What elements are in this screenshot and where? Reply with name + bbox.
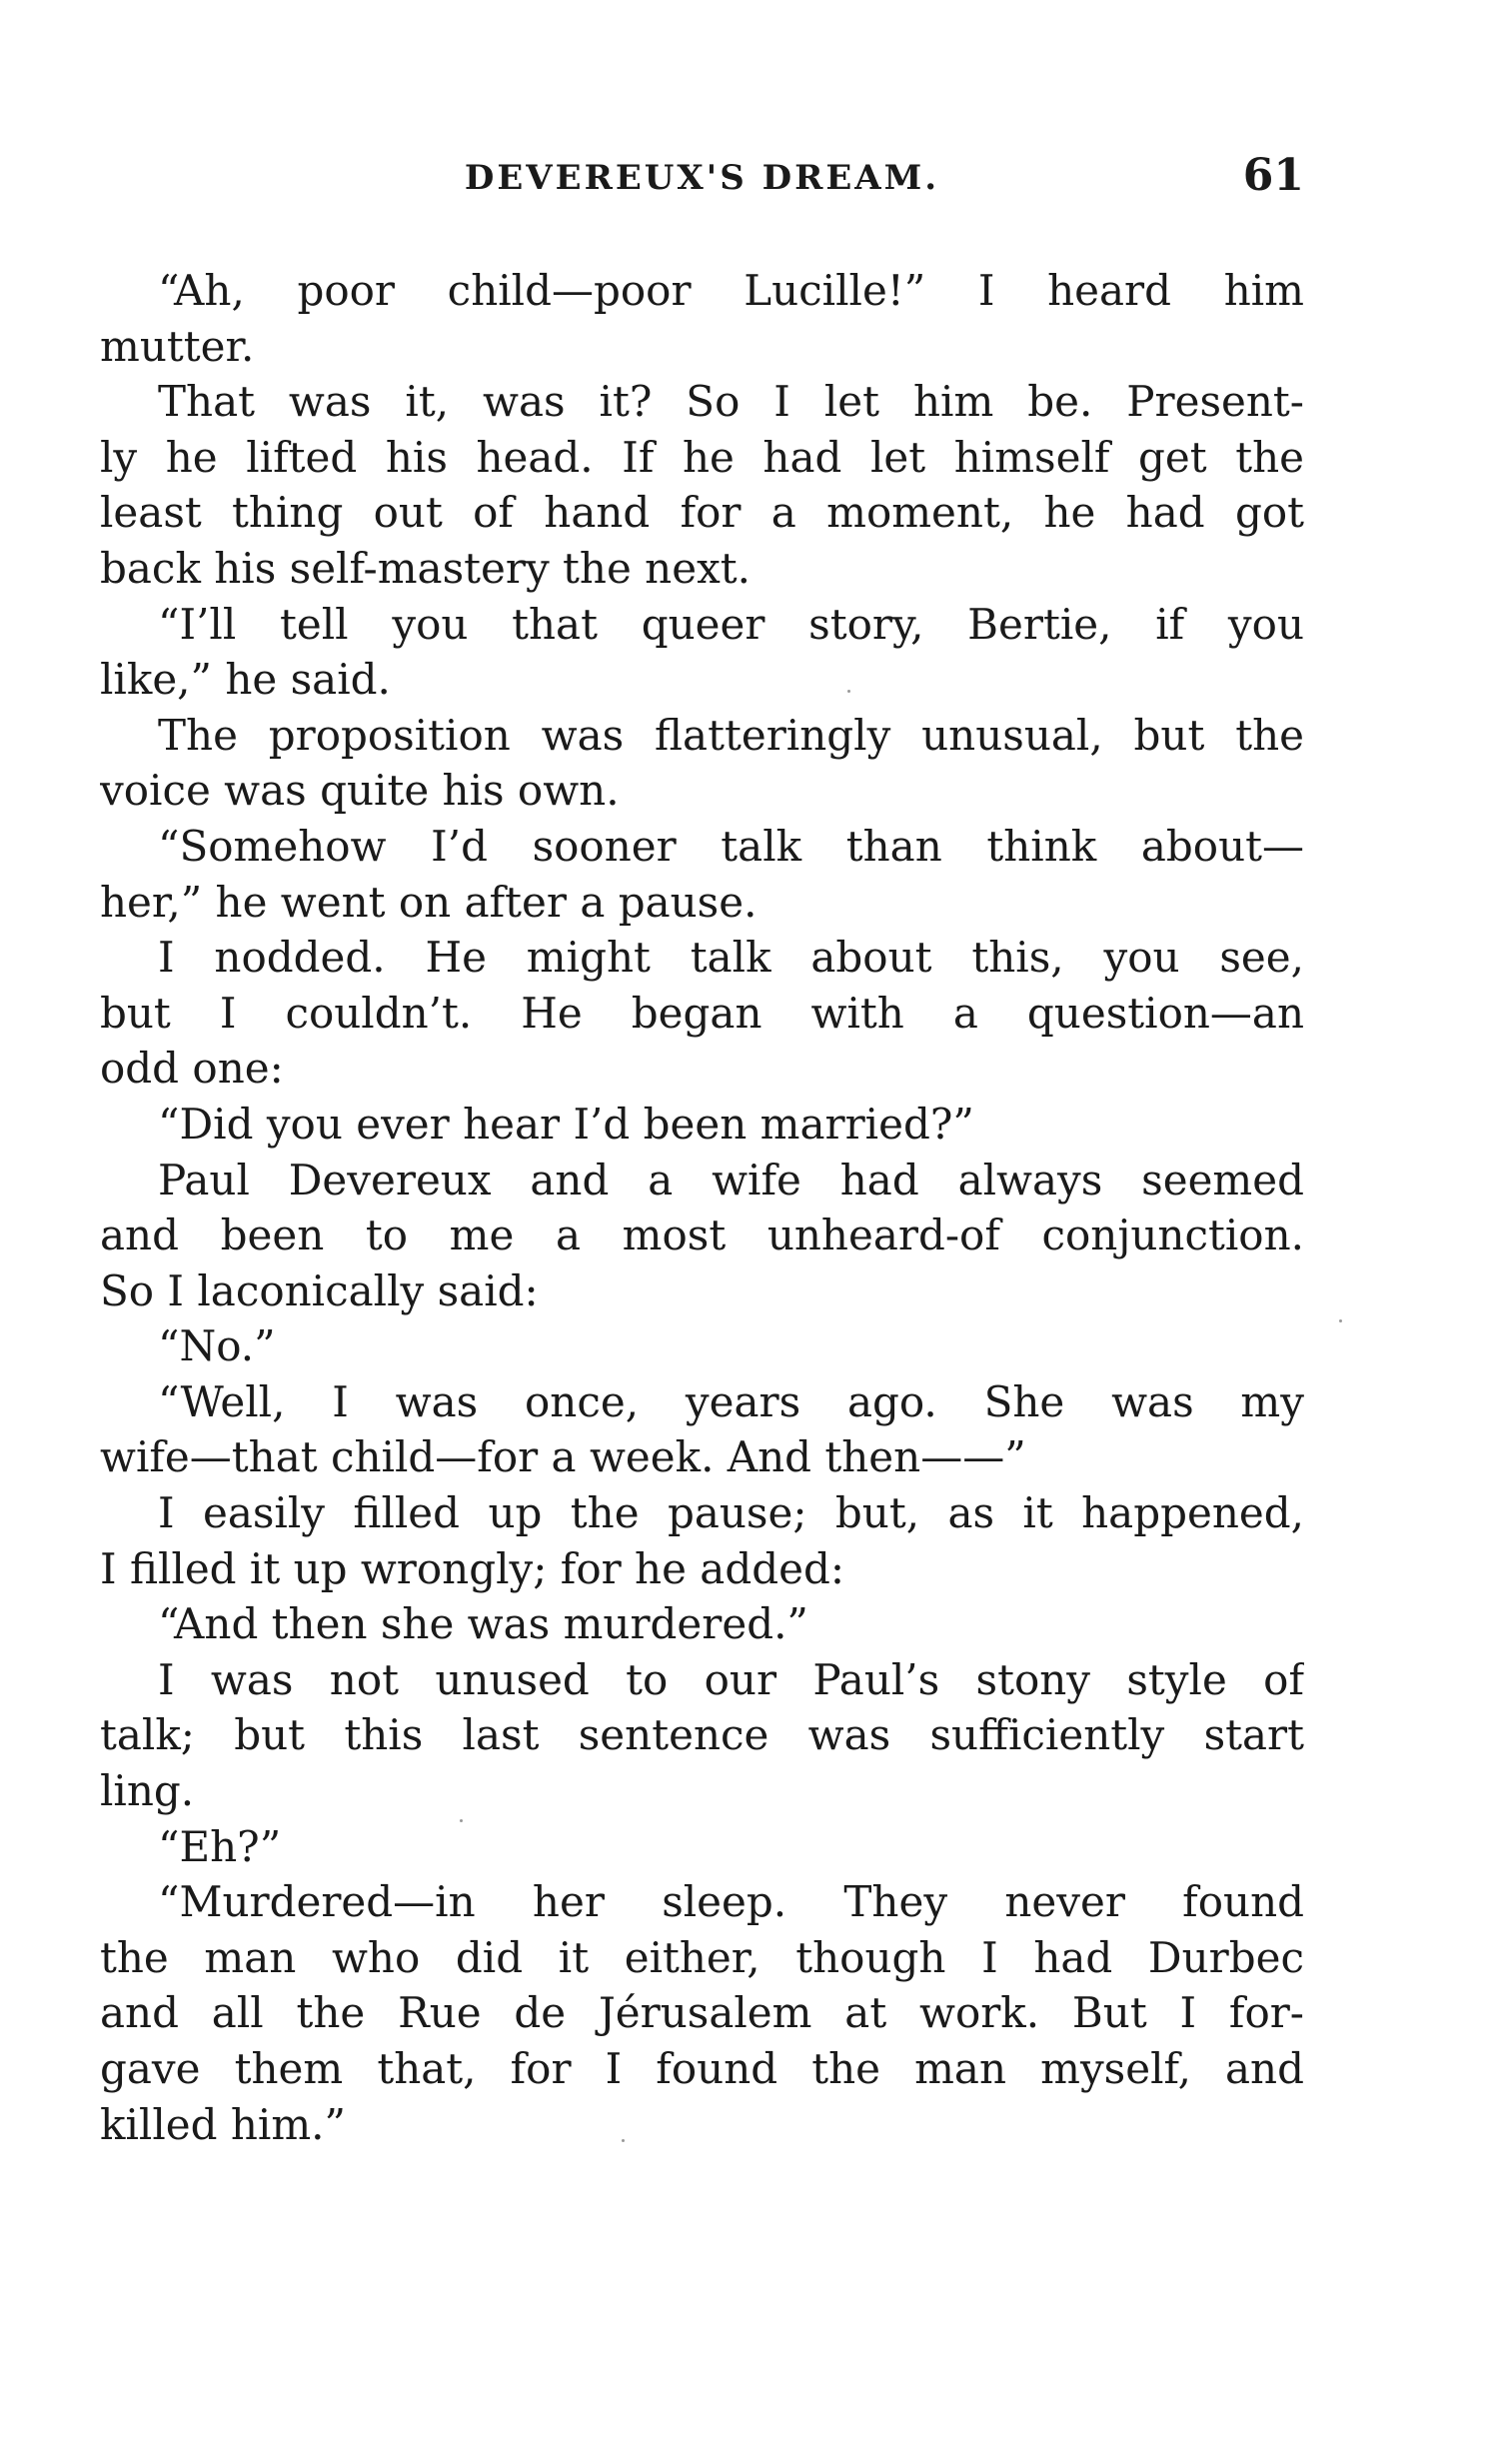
page-header — [100, 150, 1304, 220]
text-line: “Murdered—in her sleep. They never found — [158, 1877, 1304, 1927]
text-line: like,” he said. — [100, 655, 391, 705]
text-line: I easily filled up the pause; but, as it happened, — [158, 1488, 1304, 1538]
text-line: The proposition was flatteringly unusual, but the — [158, 710, 1304, 760]
print-speck — [1339, 1319, 1342, 1322]
text-line: ling. — [100, 1766, 195, 1816]
text-line: That was it, was it? So I let him be. Present- — [158, 377, 1304, 427]
print-speck — [460, 1819, 463, 1822]
text-line: and all the Rue de Jérusalem at work. But I for- — [100, 1988, 1304, 2038]
text-line: least thing out of hand for a moment, he had got — [100, 488, 1304, 538]
text-line: “Ah, poor child—poor Lucille!” I heard him — [158, 266, 1304, 315]
text-line: “Eh?” — [158, 1821, 282, 1871]
text-line: the man who did it either, though I had Durbec — [100, 1932, 1304, 1982]
text-line: So I laconically said: — [100, 1265, 539, 1315]
text-line: “Did you ever hear I’d been married?” — [158, 1099, 974, 1149]
text-line: and been to me a most unheard-of conjunction. — [100, 1211, 1304, 1260]
text-line: I filled it up wrongly; for he added: — [100, 1543, 844, 1593]
text-line: killed him.” — [100, 2099, 346, 2149]
text-line: Paul Devereux and a wife had always seemed — [158, 1155, 1304, 1205]
print-speck — [847, 690, 850, 693]
text-line: gave them that, for I found the man myself, and — [100, 2044, 1304, 2093]
text-line: “No.” — [158, 1321, 276, 1371]
text-line: “And then she was murdered.” — [158, 1599, 808, 1649]
text-line: I was not unused to our Paul’s stony style of — [158, 1654, 1304, 1704]
text-line: “Somehow I’d sooner talk than think about— — [158, 821, 1304, 871]
text-line: I nodded. He might talk about this, you see, — [158, 933, 1304, 983]
text-line: back his self-mastery the next. — [100, 543, 751, 593]
running-title: DEVEREUX'S DREAM. — [464, 158, 940, 198]
body-text — [100, 263, 1304, 2152]
page-number: 61 — [1242, 150, 1304, 201]
text-line: wife—that child—for a week. And then——” — [100, 1432, 1026, 1482]
text-line: odd one: — [100, 1044, 284, 1094]
text-line: “I’ll tell you that queer story, Bertie, if you — [158, 599, 1304, 649]
text-line: ly he lifted his head. If he had let himself get the — [100, 432, 1304, 482]
text-line: voice was quite his own. — [100, 766, 620, 816]
text-line: “Well, I was once, years ago. She was my — [158, 1376, 1304, 1426]
text-line: mutter. — [100, 321, 255, 371]
text-line: talk; but this last sentence was sufficiently start — [100, 1710, 1304, 1760]
text-line: but I couldn’t. He began with a question—an — [100, 988, 1304, 1038]
print-speck — [622, 2139, 625, 2142]
text-line: her,” he went on after a pause. — [100, 877, 757, 927]
